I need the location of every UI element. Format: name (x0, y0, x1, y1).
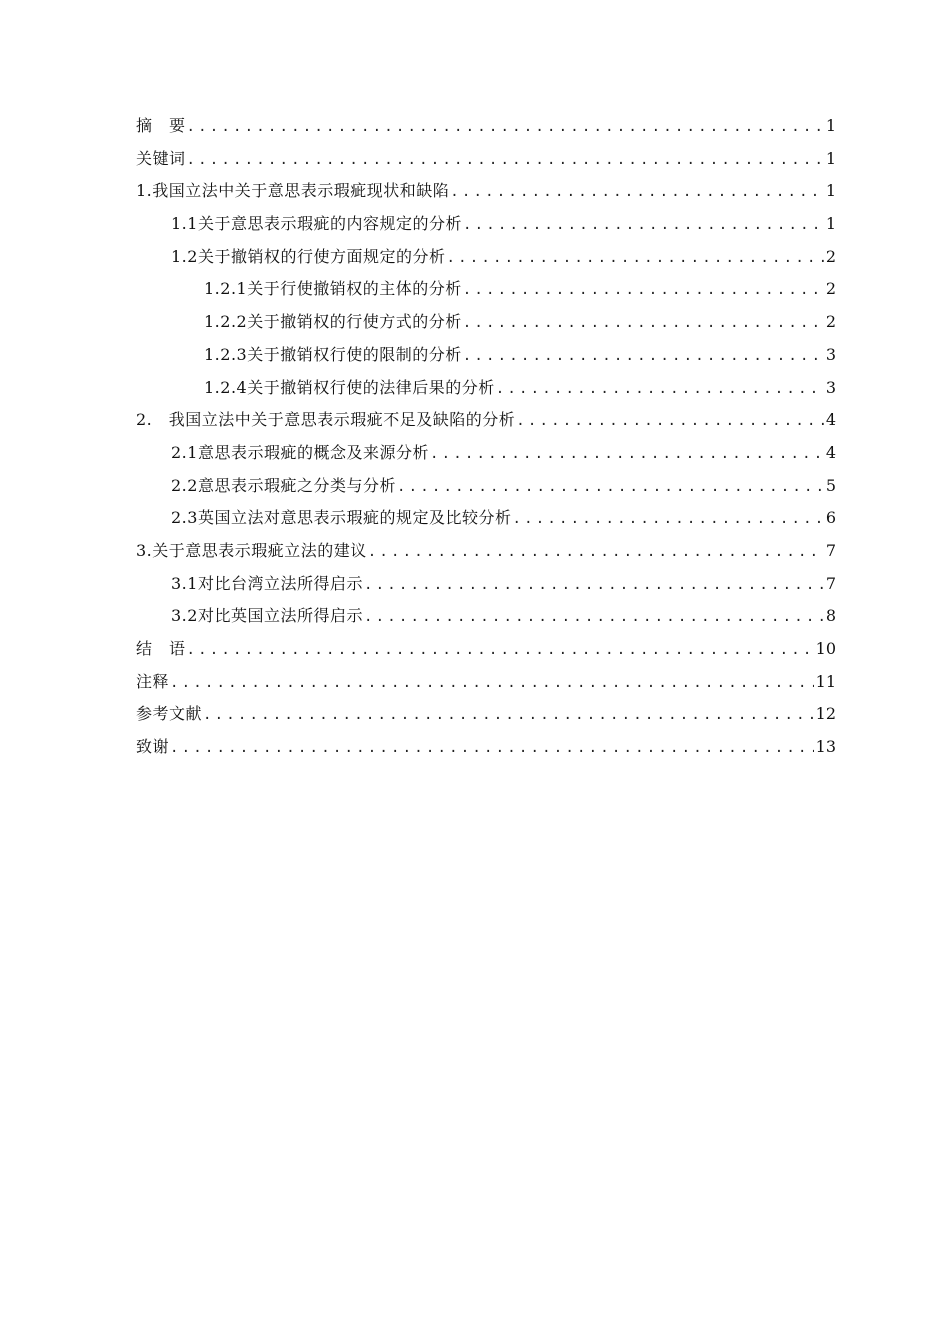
toc-entry-title: 2.2意思表示瑕疵之分类与分析 (171, 475, 396, 495)
toc-entry-title: 2. 我国立法中关于意思表示瑕疵不足及缺陷的分析 (136, 410, 516, 430)
toc-dot-leader (187, 634, 814, 667)
toc-entry-page: 1 (825, 214, 836, 234)
toc-dot-leader (463, 307, 824, 340)
toc-entry-acknowledgements[interactable] (136, 731, 836, 764)
toc-entry-title: 1.2.2关于撤销权的行使方式的分析 (204, 312, 462, 332)
toc-entry-title: 1.2.3关于撤销权行使的限制的分析 (204, 344, 462, 364)
toc-dot-leader (364, 601, 824, 634)
toc-dot-leader (512, 503, 823, 536)
toc-entry-section-1-2-1[interactable] (136, 273, 836, 306)
toc-entry-page: 2 (825, 246, 836, 266)
toc-entry-page: 7 (825, 540, 836, 560)
toc-entry-page: 4 (825, 410, 836, 430)
toc-dot-leader (463, 340, 824, 373)
toc-entry-page: 1 (825, 116, 836, 135)
toc-entry-section-2[interactable] (136, 404, 836, 437)
toc-entry-title: 注释 (136, 671, 170, 691)
toc-dot-leader (463, 209, 824, 242)
toc-dot-leader (516, 405, 824, 438)
table-of-contents (136, 110, 836, 764)
toc-entry-title: 结 语 (136, 639, 186, 658)
toc-entry-abstract[interactable] (136, 110, 836, 143)
toc-entry-title: 3.关于意思表示瑕疵立法的建议 (136, 540, 367, 560)
toc-entry-section-1-2-3[interactable] (136, 339, 836, 372)
toc-entry-section-1-2-2[interactable] (136, 306, 836, 339)
toc-entry-page: 8 (825, 606, 836, 626)
toc-entry-section-1-2[interactable] (136, 241, 836, 274)
toc-entry-title: 1.我国立法中关于意思表示瑕疵现状和缺陷 (136, 181, 450, 201)
toc-entry-section-2-3[interactable] (136, 502, 836, 535)
toc-entry-page: 12 (815, 704, 836, 724)
toc-entry-title: 参考文献 (136, 704, 203, 724)
toc-dot-leader (170, 732, 814, 765)
toc-dot-leader (496, 373, 824, 406)
toc-entry-title: 3.2对比英国立法所得启示 (171, 606, 363, 626)
toc-entry-page: 4 (825, 442, 836, 462)
toc-entry-section-3-2[interactable] (136, 600, 836, 633)
toc-entry-page: 7 (825, 573, 836, 593)
toc-entry-section-3[interactable] (136, 535, 836, 568)
toc-dot-leader (450, 176, 824, 209)
toc-entry-title: 1.1关于意思表示瑕疵的内容规定的分析 (171, 214, 462, 234)
toc-dot-leader (397, 471, 824, 504)
toc-entry-title: 2.1意思表示瑕疵的概念及来源分析 (171, 442, 429, 462)
toc-entry-section-3-1[interactable] (136, 568, 836, 601)
toc-entry-title: 3.1对比台湾立法所得启示 (171, 573, 363, 593)
toc-entry-page: 2 (825, 312, 836, 332)
toc-dot-leader (203, 699, 814, 732)
toc-entry-section-1-1[interactable] (136, 208, 836, 241)
toc-dot-leader (430, 438, 824, 471)
toc-entry-section-1-2-4[interactable] (136, 372, 836, 405)
toc-entry-section-1[interactable] (136, 175, 836, 208)
toc-entry-page: 2 (825, 279, 836, 299)
toc-entry-references[interactable] (136, 698, 836, 731)
toc-dot-leader (446, 242, 823, 275)
toc-entry-section-2-2[interactable] (136, 470, 836, 503)
toc-dot-leader (187, 144, 824, 177)
toc-entry-title: 2.3英国立法对意思表示瑕疵的规定及比较分析 (171, 508, 512, 528)
toc-entry-title: 致谢 (136, 737, 170, 757)
toc-entry-page: 13 (815, 737, 836, 757)
toc-entry-page: 1 (825, 181, 836, 201)
toc-entry-page: 10 (815, 639, 836, 658)
toc-dot-leader (170, 667, 814, 700)
toc-entry-title: 摘 要 (136, 116, 186, 135)
toc-entry-conclusion[interactable] (136, 633, 836, 666)
toc-entry-page: 3 (825, 377, 836, 397)
toc-entry-page: 5 (825, 475, 836, 495)
toc-dot-leader (364, 569, 824, 602)
toc-entry-page: 11 (815, 671, 836, 691)
toc-entry-page: 1 (825, 148, 836, 168)
toc-dot-leader (187, 111, 824, 144)
toc-dot-leader (368, 536, 824, 569)
toc-entry-notes[interactable] (136, 666, 836, 699)
toc-entry-keywords[interactable] (136, 143, 836, 176)
toc-entry-page: 6 (825, 508, 836, 528)
toc-entry-title: 关键词 (136, 148, 186, 168)
toc-entry-section-2-1[interactable] (136, 437, 836, 470)
toc-entry-title: 1.2.1关于行使撤销权的主体的分析 (204, 279, 462, 299)
toc-entry-title: 1.2关于撤销权的行使方面规定的分析 (171, 246, 446, 266)
toc-dot-leader (463, 274, 824, 307)
toc-entry-title: 1.2.4关于撤销权行使的法律后果的分析 (204, 377, 495, 397)
toc-entry-page: 3 (825, 344, 836, 364)
